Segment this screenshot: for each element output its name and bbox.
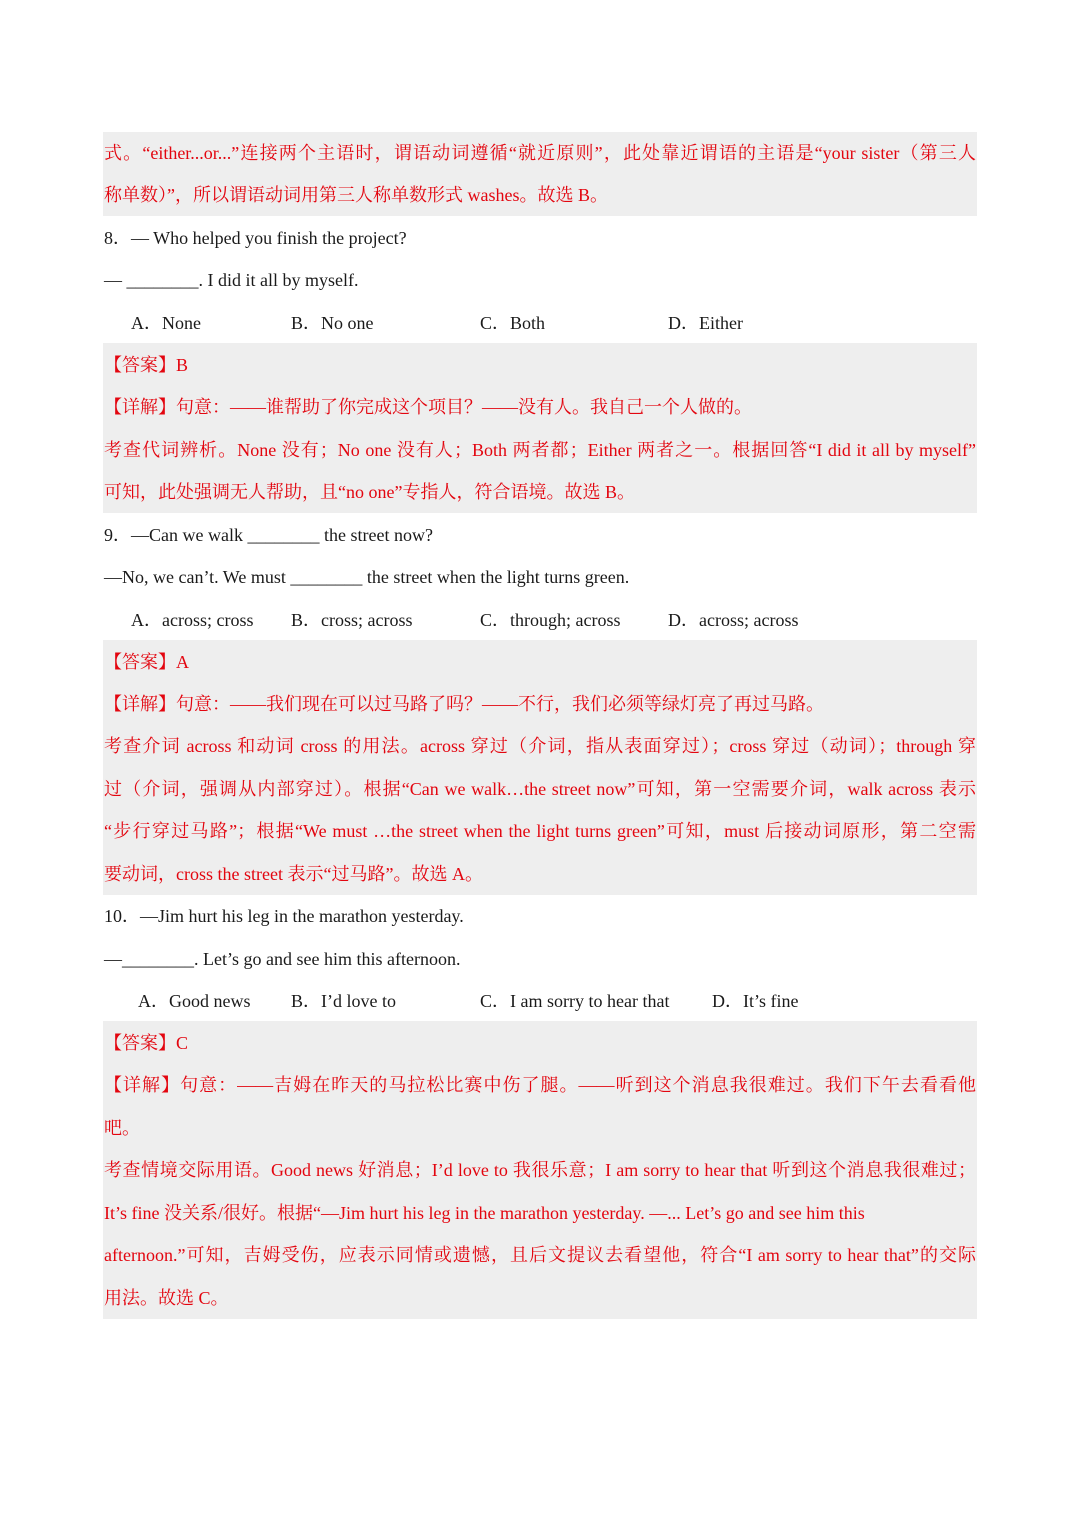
question-9-reply: —No, we can’t. We must ________ the street when the light turns green. <box>104 567 630 587</box>
answer-label: 【答案】A <box>104 652 189 672</box>
detail-translation: 【详解】句意：——谁帮助了你完成这个项目？——没有人。我自己一个人做的。 <box>104 397 752 417</box>
answer-label: 【答案】C <box>104 1033 189 1053</box>
analysis-line: “步行穿过马路”；根据“We must …the street when the light turns green”可知，must 后接动词原形，第二空需 <box>104 821 976 841</box>
question-8-option-c: C．Both <box>480 313 546 333</box>
analysis-line: 考查代词辨析。None 没有；No one 没有人；Both 两者都；Either 两者之一。根据回答“I did it all by myself” <box>104 440 976 460</box>
question-9-option-c: C．through; across <box>480 610 621 630</box>
analysis-line: It’s fine 没关系/很好。根据“—Jim hurt his leg in the marathon yesterday. —... Let’s go and see him this <box>104 1203 865 1223</box>
question-9-option-a: A．across; cross <box>131 610 254 630</box>
question-10-stem: 10．—Jim hurt his leg in the marathon yesterday. <box>104 906 464 926</box>
detail-translation: 吧。 <box>104 1118 140 1138</box>
question-8-option-b: B．No one <box>291 313 374 333</box>
explanation-line: 称单数）”，所以谓语动词用第三人称单数形式 washes。故选 B。 <box>104 185 608 205</box>
explanation-line: 式。“either...or...”连接两个主语时，谓语动词遵循“就近原则”，此处靠近谓语的主语是“your sister（第三人 <box>104 143 976 163</box>
analysis-line: afternoon.”可知，吉姆受伤，应表示同情或遗憾，且后文提议去看望他，符合“I am sorry to hear that”的交际 <box>104 1245 976 1265</box>
detail-translation: 【详解】句意：——吉姆在昨天的马拉松比赛中伤了腿。——听到这个消息我很难过。我们下午去看看他 <box>104 1075 976 1095</box>
question-9-option-d: D．across; across <box>668 610 799 630</box>
question-8-option-d: D．Either <box>668 313 743 333</box>
question-10-option-b: B．I’d love to <box>291 991 396 1011</box>
question-8-stem: 8．— Who helped you finish the project? <box>104 228 407 248</box>
question-10-reply: —________. Let’s go and see him this afternoon. <box>104 949 461 969</box>
question-10-option-c: C．I am sorry to hear that <box>480 991 670 1011</box>
question-9-option-b: B．cross; across <box>291 610 413 630</box>
question-8-reply: — ________. I did it all by myself. <box>104 270 359 290</box>
analysis-line: 要动词，cross the street 表示“过马路”。故选 A。 <box>104 864 483 884</box>
question-10-option-a: A．Good news <box>138 991 251 1011</box>
analysis-line: 考查介词 across 和动词 cross 的用法。across 穿过（介词，指从表面穿过）；cross 穿过（动词）；through 穿 <box>104 736 976 756</box>
question-9-stem: 9．—Can we walk ________ the street now? <box>104 525 433 545</box>
analysis-line: 过（介词，强调从内部穿过）。根据“Can we walk…the street now”可知，第一空需要介词，walk across 表示 <box>104 779 976 799</box>
answer-label: 【答案】B <box>104 355 189 375</box>
answer-block-9 <box>103 640 977 895</box>
analysis-line: 用法。故选 C。 <box>104 1288 229 1308</box>
analysis-line: 可知，此处强调无人帮助，且“no one”专指人，符合语境。故选 B。 <box>104 482 635 502</box>
analysis-line: 考查情境交际用语。Good news 好消息；I’d love to 我很乐意；I am sorry to hear that 听到这个消息我很难过； <box>104 1160 976 1180</box>
detail-translation: 【详解】句意：——我们现在可以过马路了吗？——不行，我们必须等绿灯亮了再过马路。 <box>104 694 824 714</box>
question-8-option-a: A．None <box>131 313 201 333</box>
question-10-option-d: D．It’s fine <box>712 991 799 1011</box>
